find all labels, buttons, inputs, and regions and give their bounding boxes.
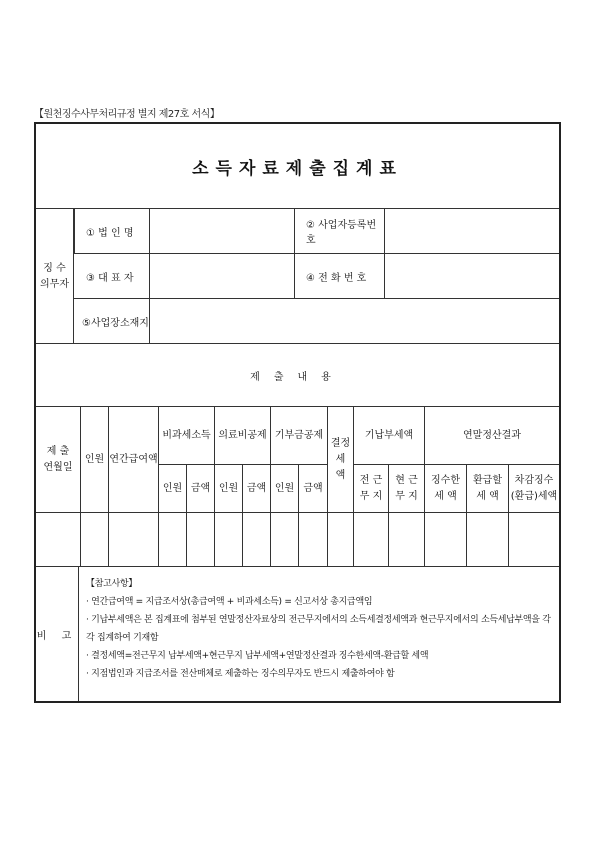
header-annual-pay: 연간급여액 (109, 407, 159, 513)
header-medical-amount: 금액 (243, 465, 271, 513)
submit-heading: 제출내용 (36, 344, 559, 407)
corp-name-field[interactable] (149, 209, 294, 253)
notes-side-label: 비 고 (36, 567, 79, 701)
header-donation-persons: 인원 (271, 465, 299, 513)
form-title: 소득자료제출집계표 (192, 158, 403, 179)
header-persons: 인원 (81, 407, 109, 513)
cell-determined-tax[interactable] (328, 513, 354, 567)
header-prev-workplace: 전 근 무 지 (354, 465, 389, 513)
biz-reg-no-field[interactable] (384, 209, 559, 253)
corp-name-label: ① 법 인 명 (86, 227, 134, 239)
header-curr-workplace: 현 근 무 지 (389, 465, 425, 513)
representative-field[interactable] (149, 254, 294, 298)
cell-nontax-persons[interactable] (159, 513, 187, 567)
cell-curr-workplace[interactable] (389, 513, 425, 567)
cell-refund-tax[interactable] (467, 513, 509, 567)
header-submit-date: 제 출 연월일 (36, 407, 81, 513)
header-determined-tax: 결정 세 액 (328, 407, 354, 513)
notes-body (86, 575, 556, 683)
header-medical-deduction: 의료비공제 (215, 407, 271, 465)
notes-section (36, 567, 559, 701)
notes-heading: 【참고사항】 (86, 579, 137, 589)
cell-persons[interactable] (81, 513, 109, 567)
header-settlement: 연말정산결과 (425, 407, 559, 465)
phone-field[interactable] (384, 254, 559, 298)
cell-submit-date[interactable] (36, 513, 81, 567)
title-row (36, 124, 559, 209)
header-donation-deduction: 기부금공제 (271, 407, 328, 465)
header-nontax-persons: 인원 (159, 465, 187, 513)
payer-row-3 (74, 299, 559, 344)
address-field[interactable] (149, 299, 559, 344)
notes-line: · 연간급여액 = 지급조서상(총급여액 + 비과세소득) = 신고서상 총지급액임 (86, 597, 373, 607)
header-paid-tax: 기납부세액 (354, 407, 425, 465)
cell-nontax-amount[interactable] (187, 513, 215, 567)
address-label: ⑤사업장소재지 (82, 318, 149, 329)
notes-line: · 기납부세액은 본 집계표에 첨부된 연말정산자료상의 전근무지에서의 소득세결정세액과 현근무지에서의 소득세납부액을 각각 집계하여 기재함 (86, 615, 551, 643)
header-refund-tax: 환급할 세 액 (467, 465, 509, 513)
notes-line: · 결정세액=전근무지 납부세액+현근무지 납부세액+연말정산결과 징수한세액-환급할 세액 (86, 651, 429, 661)
summary-table (36, 407, 559, 567)
representative-label: ③ 대 표 자 (86, 272, 134, 284)
cell-medical-amount[interactable] (243, 513, 271, 567)
cell-prev-workplace[interactable] (354, 513, 389, 567)
biz-reg-no-label: ② 사업자등록번호 (306, 220, 377, 246)
form-frame (34, 122, 561, 703)
cell-collected-tax[interactable] (425, 513, 467, 567)
notes-line: · 지점법인과 지급조서를 전산매체로 제출하는 징수의무자도 반드시 제출하여야 함 (86, 669, 395, 679)
cell-diff-tax[interactable] (509, 513, 559, 567)
header-nontax-amount: 금액 (187, 465, 215, 513)
header-diff-tax: 차감징수 (환급)세액 (509, 465, 559, 513)
header-medical-persons: 인원 (215, 465, 243, 513)
payer-row-1 (74, 209, 559, 254)
phone-label: ④ 전 화 번 호 (306, 272, 367, 284)
cell-annual-pay[interactable] (109, 513, 159, 567)
payer-side-label: 징 수 의무자 (36, 209, 74, 344)
cell-donation-amount[interactable] (299, 513, 328, 567)
payer-section (36, 209, 559, 344)
cell-donation-persons[interactable] (271, 513, 299, 567)
cell-medical-persons[interactable] (215, 513, 243, 567)
header-nontax-income: 비과세소득 (159, 407, 215, 465)
header-donation-amount: 금액 (299, 465, 328, 513)
header-collected-tax: 징수한 세 액 (425, 465, 467, 513)
payer-row-2 (74, 254, 559, 299)
form-reference: 【원천징수사무처리규정 별지 제27호 서식】 (34, 109, 220, 120)
